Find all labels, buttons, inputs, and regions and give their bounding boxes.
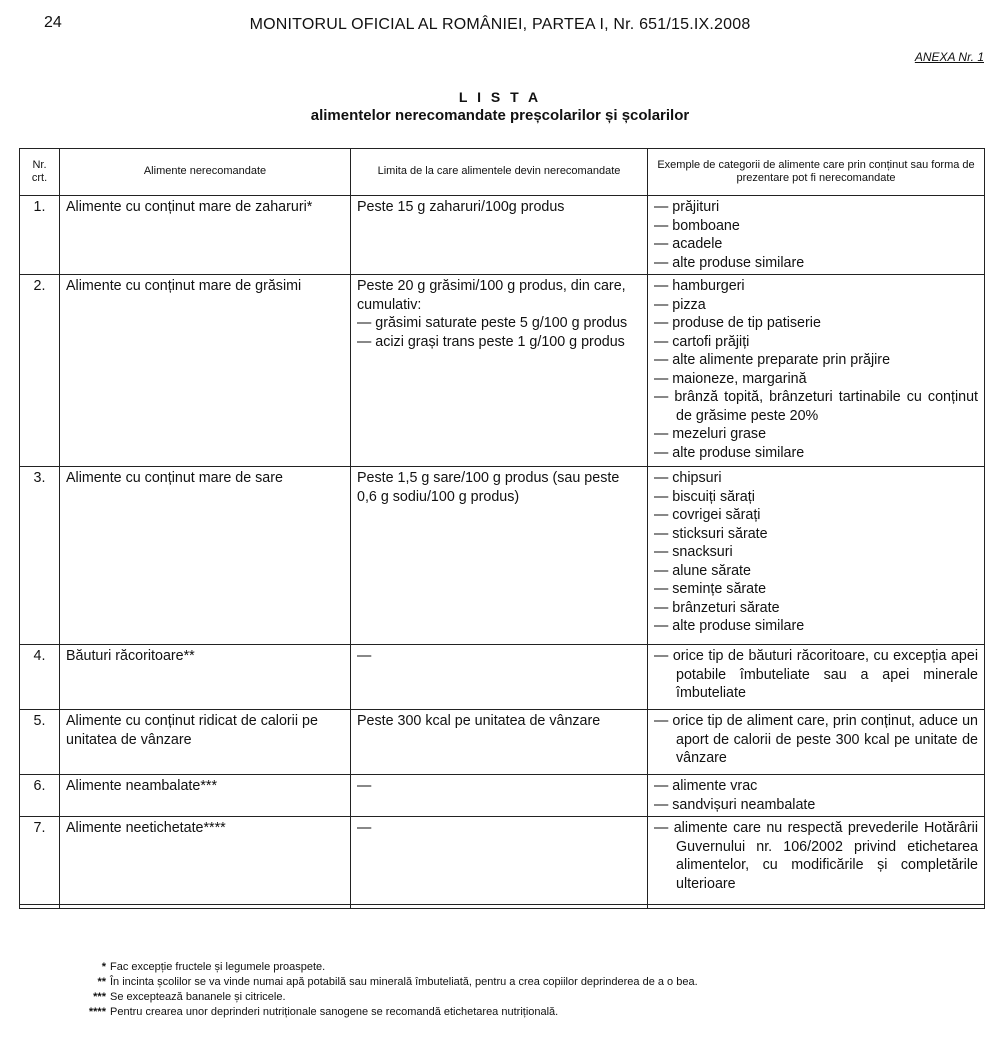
example-item: — maioneze, margarină [654, 370, 807, 387]
examples-cell [648, 645, 985, 710]
row-number: 1. [20, 196, 60, 275]
food-category: Alimente neambalate*** [60, 775, 351, 817]
example-item: — brânză topită, brânzeturi tartinabile cu conținut de grăsime peste 20% [654, 389, 978, 424]
example-item: — covrigei sărați [654, 507, 761, 523]
footnote-text: Se exceptează bananele și citricele. [110, 991, 286, 1003]
food-category: Alimente cu conținut ridicat de calorii pe unitatea de vânzare [60, 710, 351, 775]
examples-cell [648, 710, 985, 775]
row-number: 6. [20, 775, 60, 817]
limit-line: — [357, 820, 372, 836]
example-item: — alte produse similare [654, 618, 805, 634]
table-row [20, 645, 985, 710]
footnote-mark: **** [88, 1006, 106, 1018]
table-bottom-spacer [20, 905, 985, 909]
limit-line: — acizi grași trans peste 1 g/100 g produs [357, 333, 625, 350]
table-row [20, 710, 985, 775]
example-item: — alte produse similare [654, 444, 805, 461]
limit-cell [351, 275, 648, 467]
row-number: 2. [20, 275, 60, 467]
limit-cell [351, 710, 648, 775]
food-category: Alimente cu conținut mare de zaharuri* [60, 196, 351, 275]
example-item: — prăjituri [654, 199, 720, 215]
row-number: 7. [20, 817, 60, 905]
example-item: — brânzeturi sărate [654, 599, 780, 616]
footnote [80, 975, 698, 990]
example-item: — biscuiți sărați [654, 488, 755, 505]
example-item: — alune sărate [654, 562, 751, 579]
table-row [20, 817, 985, 905]
table-row [20, 467, 985, 645]
example-item: — pizza [654, 296, 706, 313]
limit-line: Peste 15 g zaharuri/100g produs [357, 199, 565, 215]
food-category: Alimente cu conținut mare de sare [60, 467, 351, 645]
footnote [80, 990, 698, 1005]
limit-line: Peste 300 kcal pe unitatea de vânzare [357, 713, 601, 729]
example-item: — snacksuri [654, 544, 733, 560]
examples-cell [648, 467, 985, 645]
table-row [20, 275, 985, 467]
table-row [20, 775, 985, 817]
examples-cell [648, 817, 985, 905]
header-examples: Exemple de categorii de alimente care prin conținut sau forma de prezentare pot fi nerecomandate [648, 149, 985, 196]
row-number: 5. [20, 710, 60, 775]
limit-line: Peste 20 g grăsimi/100 g produs, din care, cumulativ: [357, 278, 626, 313]
limit-cell [351, 196, 648, 275]
example-item: — semințe sărate [654, 581, 767, 597]
footnote-mark: * [101, 961, 106, 973]
limit-cell [351, 645, 648, 710]
footnote-mark: *** [93, 991, 106, 1003]
example-item: — alte produse similare [654, 254, 805, 271]
example-item: — hamburgeri [654, 278, 745, 294]
document-subtitle: alimentelor nerecomandate preșcolarilor și școlarilor [310, 107, 690, 124]
examples-cell [648, 775, 985, 817]
example-item: — orice tip de băuturi răcoritoare, cu excepția apei potabile îmbuteliate sau a apei minerale îmbuteliate [654, 648, 978, 701]
food-category: Băuturi răcoritoare** [60, 645, 351, 710]
limit-line: — [357, 648, 372, 664]
footnote-mark: ** [97, 976, 106, 988]
footnote-text: În incinta școlilor se va vinde numai apă potabilă sau minerală îmbuteliată, pentru a crea copiilor deprinderea de a o bea. [110, 976, 698, 988]
example-item: — bomboane [654, 217, 740, 234]
header-food: Alimente nerecomandate [60, 149, 351, 196]
examples-cell [648, 196, 985, 275]
table-row [20, 196, 985, 275]
example-item: — alimente care nu respectă prevederile Hotărârii Guvernului nr. 106/2002 privind etichetarea alimentelor, cu modificările și completările ulterioare [654, 820, 978, 892]
example-item: — mezeluri grase [654, 426, 767, 442]
food-list-table [19, 148, 985, 909]
food-category: Alimente cu conținut mare de grăsimi [60, 275, 351, 467]
example-item: — alte alimente preparate prin prăjire [654, 352, 891, 368]
example-item: — produse de tip patiserie [654, 315, 821, 331]
limit-cell [351, 817, 648, 905]
annex-label: ANEXA Nr. 1 [914, 50, 984, 64]
footnote [80, 1005, 698, 1020]
example-item: — orice tip de aliment care, prin conținut, aduce un aport de calorii de peste 300 kcal pe unitate de vânzare [654, 713, 978, 766]
page-number: 24 [44, 14, 62, 31]
table-header-row [20, 149, 985, 196]
example-item: — sandvișuri neambalate [654, 796, 816, 813]
limit-line: — grăsimi saturate peste 5 g/100 g produs [357, 315, 628, 331]
header-limit: Limita de la care alimentele devin nerecomandate [351, 149, 648, 196]
food-category: Alimente neetichetate**** [60, 817, 351, 905]
limit-cell [351, 775, 648, 817]
footnote [80, 960, 698, 975]
spacer-cell [20, 905, 60, 909]
example-item: — sticksuri sărate [654, 525, 768, 542]
row-number: 3. [20, 467, 60, 645]
limit-line: Peste 1,5 g sare/100 g produs (sau peste 0,6 g sodiu/100 g produs) [357, 470, 620, 505]
spacer-cell [60, 905, 351, 909]
document-title: L I S T A [458, 89, 542, 105]
limit-cell [351, 467, 648, 645]
spacer-cell [351, 905, 648, 909]
header-nr: Nr. crt. [20, 149, 60, 196]
limit-line: — [357, 778, 372, 794]
example-item: — alimente vrac [654, 778, 758, 794]
spacer-cell [648, 905, 985, 909]
footnotes [80, 960, 698, 1020]
example-item: — chipsuri [654, 470, 722, 486]
footnote-text: Fac excepție fructele și legumele proaspete. [110, 961, 326, 973]
example-item: — cartofi prăjiți [654, 333, 750, 350]
footnote-text: Pentru crearea unor deprinderi nutriționale sanogene se recomandă etichetarea nutrițională. [110, 1006, 559, 1018]
example-item: — acadele [654, 236, 723, 252]
row-number: 4. [20, 645, 60, 710]
running-header: MONITORUL OFICIAL AL ROMÂNIEI, PARTEA I, Nr. 651/15.IX.2008 [249, 16, 751, 33]
examples-cell [648, 275, 985, 467]
